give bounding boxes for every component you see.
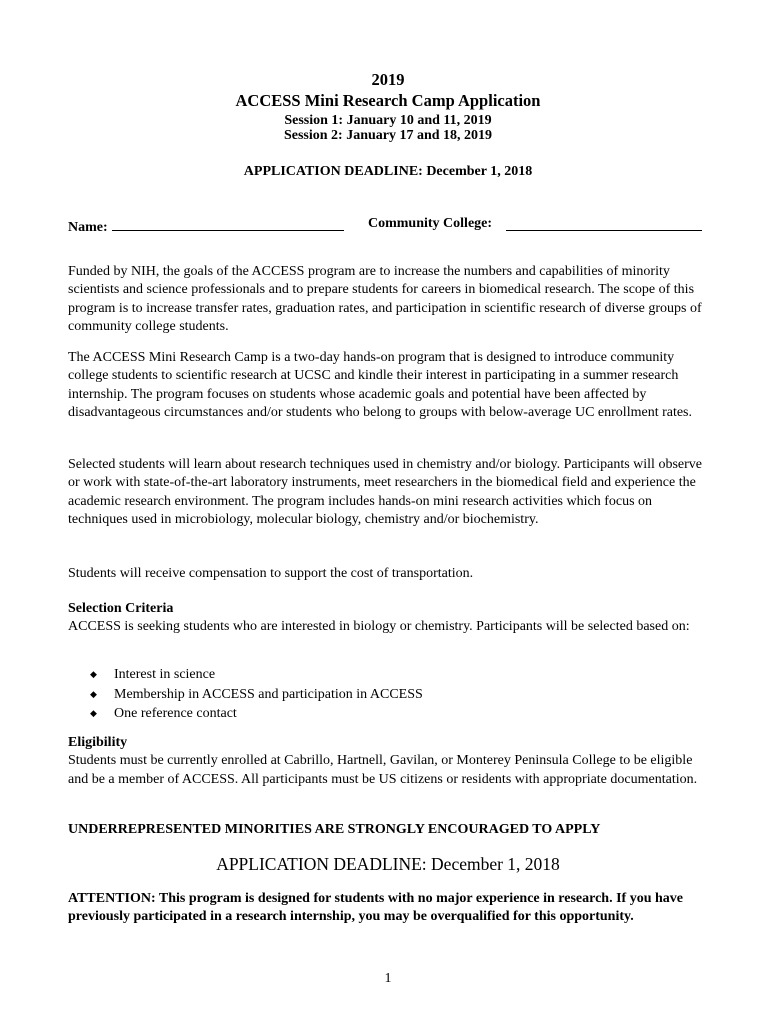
name-label: Name:: [68, 220, 108, 235]
session-1-dates: Session 1: January 10 and 11, 2019: [284, 113, 492, 128]
community-college-label: Community College:: [368, 216, 493, 231]
eligibility-heading: Eligibility: [68, 735, 128, 750]
diamond-bullet-icon: ◆: [90, 688, 97, 699]
application-deadline-header: APPLICATION DEADLINE: December 1, 2018: [243, 164, 533, 179]
application-deadline-banner: APPLICATION DEADLINE: December 1, 2018: [216, 854, 560, 874]
list-item: ◆ Interest in science: [90, 665, 423, 685]
page-number: 1: [384, 971, 392, 986]
name-blank-line[interactable]: [112, 216, 344, 231]
selection-criteria-list: [90, 665, 423, 724]
program-description-paragraph: The ACCESS Mini Research Camp is a two-day hands-on program that is designed to introduce community college students to scientific research at UCSC and kindle their interest in participating in a summer research internship. The program focuses on students whose academic goals and potential have been affected by disadvantageous circumstances and/or students who belong to groups with below-average UC enrollment rates.: [68, 350, 693, 421]
diamond-bullet-icon: ◆: [90, 669, 97, 680]
page-title: ACCESS Mini Research Camp Application: [235, 91, 541, 110]
activities-paragraph: Selected students will learn about research techniques used in chemistry and/or biology. Participants will observe or work with state-of-the-art laboratory instruments, meet researchers in the biomedical field and experience the academic research environment. The program includes hands-on mini research activities which focus on techniques used in microbiology, molecular biology, chemistry and/or biochemistry.: [68, 457, 702, 528]
eligibility-section: [68, 734, 708, 789]
diamond-bullet-icon: ◆: [90, 708, 97, 719]
year-heading: 2019: [371, 70, 405, 89]
selection-criteria-text: ACCESS is seeking students who are interested in biology or chemistry. Participants will be selected based on:: [68, 619, 690, 635]
selection-criteria-section: [68, 600, 708, 637]
compensation-paragraph: Students will receive compensation to support the cost of transportation.: [68, 566, 474, 581]
intro-paragraph: Funded by NIH, the goals of the ACCESS program are to increase the numbers and capabilities of minority scientists and science professionals and to prepare students for careers in biomedical research. The scope of this program is to increase transfer rates, graduation rates, and participation in scientific research of diverse groups of community college students.: [68, 264, 702, 335]
community-college-blank-line[interactable]: [506, 216, 702, 231]
applicant-fields-row: [68, 216, 708, 236]
list-item: ◆ One reference contact: [90, 704, 423, 724]
attention-notice: ATTENTION: This program is designed for students with no major experience in research. If you have previously participated in a research internship, you may be overqualified for this opportunity.: [68, 891, 683, 925]
underrepresented-notice: UNDERREPRESENTED MINORITIES ARE STRONGLY ENCOURAGED TO APPLY: [68, 822, 601, 837]
list-item: ◆ Membership in ACCESS and participation in ACCESS: [90, 685, 423, 705]
session-2-dates: Session 2: January 17 and 18, 2019: [283, 128, 493, 143]
eligibility-text: Students must be currently enrolled at Cabrillo, Hartnell, Gavilan, or Monterey Peninsula College to be eligible and be a member of ACCESS. All participants must be US citizens or residents with appropriate documentation.: [68, 753, 698, 787]
selection-criteria-heading: Selection Criteria: [68, 601, 174, 616]
